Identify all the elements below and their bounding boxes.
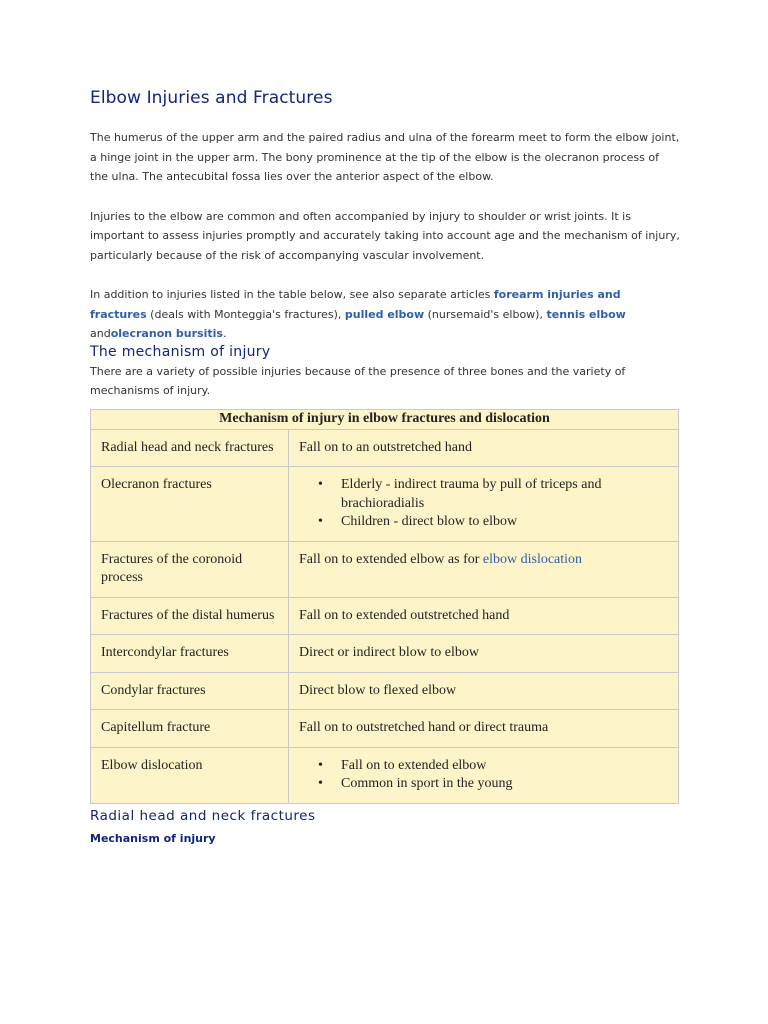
mechanism-list xyxy=(299,476,668,532)
intro-text: In addition to injuries listed in the table below, see also separate articles xyxy=(90,288,494,301)
injury-cell: Intercondylar fractures xyxy=(91,635,289,673)
mechanism-text: Fall on to an outstretched hand xyxy=(299,439,473,455)
mechanism-cell xyxy=(289,429,679,467)
mechanism-text: Direct blow to flexed elbow xyxy=(299,682,457,698)
bullet-icon: • xyxy=(318,514,323,529)
injury-cell: Elbow dislocation xyxy=(91,747,289,803)
list-item-text: Fall on to extended elbow xyxy=(341,757,487,773)
mechanism-cell xyxy=(289,635,679,673)
intro-paragraph-3 xyxy=(90,285,680,344)
injury-cell: Capitellum fracture xyxy=(91,710,289,748)
article xyxy=(90,88,680,845)
tennis-elbow-link[interactable]: tennis elbow xyxy=(546,307,626,321)
mechanism-table xyxy=(90,409,679,804)
olecranon-bursitis-link[interactable]: olecranon bursitis xyxy=(110,327,223,340)
mechanism-subheading: Mechanism of injury xyxy=(90,831,216,845)
list-item xyxy=(318,513,668,532)
forearm-injuries-link[interactable]: forearm injuries and fractures xyxy=(90,288,621,321)
mechanism-cell xyxy=(289,467,679,542)
mechanism-cell xyxy=(289,672,679,710)
table-caption: Mechanism of injury in elbow fractures and dislocation xyxy=(91,409,679,429)
table-row xyxy=(91,467,679,542)
table-row xyxy=(91,429,679,467)
intro-text: and xyxy=(90,327,111,340)
list-item-text: Elderly - indirect trauma by pull of triceps and brachioradialis xyxy=(341,477,602,511)
bullet-icon: • xyxy=(318,776,323,791)
injury-cell: Fractures of the distal humerus xyxy=(91,597,289,635)
pulled-elbow-link[interactable]: pulled elbow xyxy=(344,307,425,321)
table-body xyxy=(91,429,679,803)
list-item xyxy=(318,476,668,513)
injury-cell: Olecranon fractures xyxy=(91,467,289,542)
table-row xyxy=(91,541,679,597)
mechanism-cell xyxy=(289,747,679,803)
table-row xyxy=(91,710,679,748)
mechanism-cell xyxy=(289,597,679,635)
mechanism-text: Fall on to outstretched hand or direct trauma xyxy=(299,720,549,735)
intro-text: (deals with Monteggia's fractures), xyxy=(146,307,345,321)
mechanism-heading: The mechanism of injury xyxy=(90,343,271,360)
page-title: Elbow Injuries and Fractures xyxy=(90,88,333,108)
injury-cell: Fractures of the coronoid process xyxy=(91,541,289,597)
list-item-text: Common in sport in the young xyxy=(341,776,513,791)
intro-text: . xyxy=(222,327,227,340)
mechanism-cell xyxy=(289,541,679,597)
table-row xyxy=(91,747,679,803)
bullet-icon: • xyxy=(318,757,323,773)
mechanism-paragraph: There are a variety of possible injuries because of the presence of three bones and the variety of mechanisms of injury. xyxy=(90,364,626,397)
mechanism-text: Direct or indirect blow to elbow xyxy=(299,645,480,660)
intro-text: (nursemaid's elbow), xyxy=(424,307,547,321)
mechanism-list xyxy=(299,757,668,794)
intro-paragraph-1: The humerus of the upper arm and the paired radius and ulna of the forearm meet to form the elbow joint, a hinge joint in the upper arm. The bony prominence at the tip of the elbow is the olecranon process of the ulna. The antecubital fossa lies over the anterior aspect of the elbow. xyxy=(90,131,680,183)
list-item-text: Children - direct blow to elbow xyxy=(341,514,518,529)
intro-paragraph-2: Injuries to the elbow are common and often accompanied by injury to shoulder or wrist joints. It is important to assess injuries promptly and accurately taking into account age and the mechanism of injury, particularly because of the risk of accompanying vascular involvement. xyxy=(90,209,680,262)
mechanism-cell xyxy=(289,710,679,748)
table-header-row xyxy=(91,409,679,429)
list-item xyxy=(318,775,668,794)
mechanism-text: Fall on to extended elbow as for xyxy=(299,551,483,567)
elbow-dislocation-link[interactable]: elbow dislocation xyxy=(482,551,583,567)
list-item xyxy=(318,757,668,776)
mechanism-text: Fall on to extended outstretched hand xyxy=(299,607,510,623)
table-row xyxy=(91,597,679,635)
table-row xyxy=(91,672,679,710)
radial-head-heading: Radial head and neck fractures xyxy=(90,807,316,824)
injury-cell: Radial head and neck fractures xyxy=(91,429,289,467)
bullet-icon: • xyxy=(318,477,323,492)
injury-cell: Condylar fractures xyxy=(91,672,289,710)
table-row xyxy=(91,635,679,673)
